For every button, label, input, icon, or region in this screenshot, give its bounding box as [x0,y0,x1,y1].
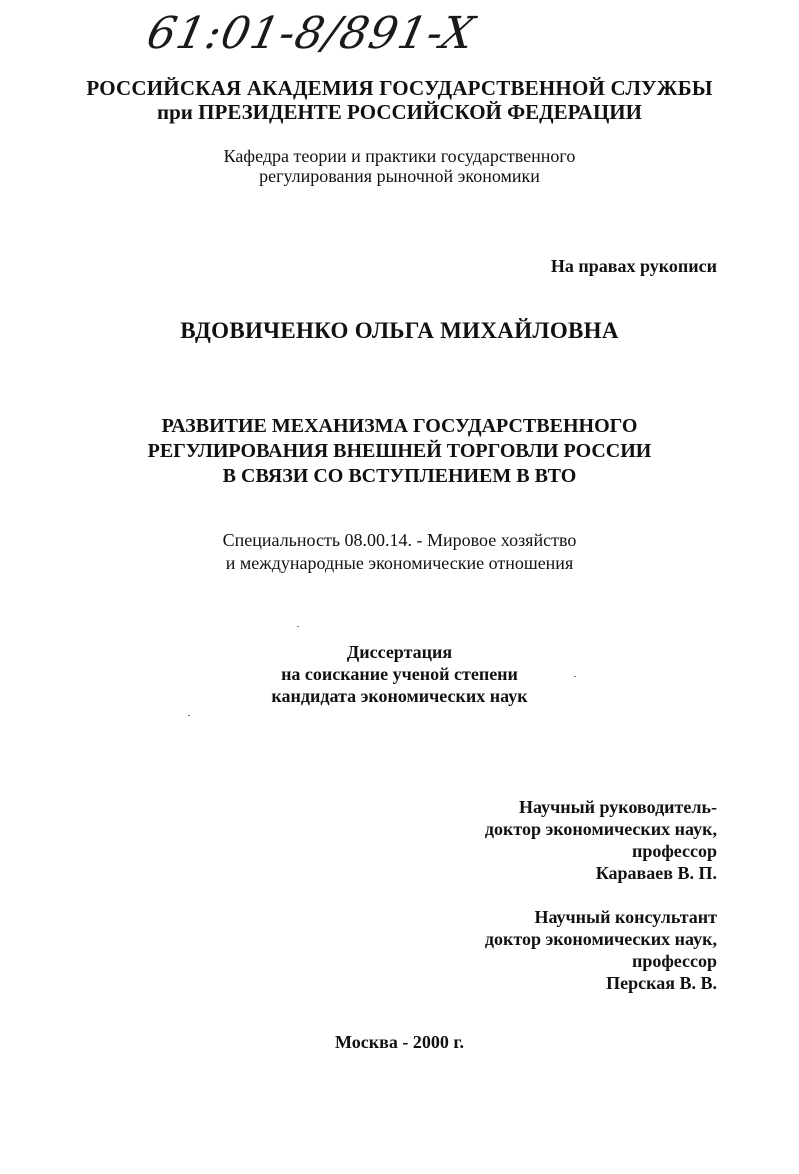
city-year: Москва - 2000 г. [335,1032,464,1052]
institution-name: РОССИЙСКАЯ АКАДЕМИЯ ГОСУДАРСТВЕННОЙ СЛУЖБЫ [86,76,713,100]
thesis-title-line-2: РЕГУЛИРОВАНИЯ ВНЕШНЕЙ ТОРГОВЛИ РОССИИ [147,440,652,462]
manuscript-note: На правах рукописи [550,256,717,276]
dissertation-label: Диссертация [346,642,453,662]
specialty-line-2: и международные экономические отношения [225,553,574,573]
department-line-2: регулирования рыночной экономики [259,166,540,186]
consultant-role: Научный консультант [534,907,717,927]
supervisor-rank: профессор [631,841,717,861]
dissertation-purpose: на соискание ученой степени [281,664,518,684]
department-line-1: Кафедра теории и практики государственного [223,146,576,166]
supervisor-name: Караваев В. П. [595,863,717,883]
institution-subtitle: при ПРЕЗИДЕНТЕ РОССИЙСКОЙ ФЕДЕРАЦИИ [157,100,642,124]
specialty-line-1: Специальность 08.00.14. - Мировое хозяйство [222,530,577,550]
scan-speck [297,626,299,627]
consultant-degree: доктор экономических наук, [484,929,717,949]
thesis-title-line-3: В СВЯЗИ СО ВСТУПЛЕНИЕМ В ВТО [222,465,577,487]
scan-speck [188,715,190,716]
archive-handwritten-mark: 61:01-8/891-X [142,8,480,59]
supervisor-role: Научный руководитель- [519,797,717,817]
dissertation-degree: кандидата экономических наук [271,686,528,706]
thesis-title-line-1: РАЗВИТИЕ МЕХАНИЗМА ГОСУДАРСТВЕННОГО [161,415,638,437]
supervisor-degree: доктор экономических наук, [484,819,717,839]
scan-speck [574,676,576,677]
supervisor-block [485,796,717,884]
consultant-rank: профессор [631,951,717,971]
consultant-block [485,906,717,994]
author-name: ВДОВИЧЕНКО ОЛЬГА МИХАЙЛОВНА [180,318,619,343]
consultant-name: Перская В. В. [606,973,717,993]
